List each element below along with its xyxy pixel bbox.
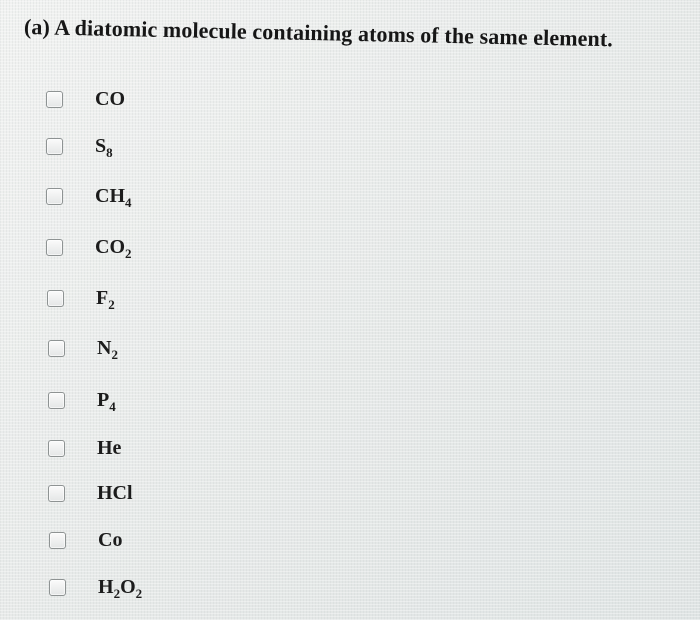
formula-text: CH bbox=[95, 184, 125, 207]
answer-option[interactable] bbox=[46, 131, 113, 161]
answer-option-label bbox=[95, 135, 113, 158]
answer-checkbox[interactable] bbox=[48, 485, 65, 502]
answer-option[interactable] bbox=[49, 525, 122, 555]
answer-checkbox[interactable] bbox=[46, 188, 63, 205]
formula-text: P bbox=[97, 388, 110, 411]
answer-checkbox[interactable] bbox=[47, 290, 64, 307]
answer-option[interactable] bbox=[48, 433, 121, 463]
formula-subscript: 2 bbox=[111, 346, 118, 362]
answer-option[interactable] bbox=[46, 232, 132, 262]
answer-option-label bbox=[98, 576, 142, 599]
formula-text: O bbox=[120, 575, 136, 598]
answer-option-label bbox=[96, 287, 115, 310]
answer-checkbox[interactable] bbox=[46, 91, 63, 108]
answer-option-label bbox=[97, 437, 121, 460]
answer-option[interactable] bbox=[47, 283, 115, 313]
answer-option[interactable] bbox=[48, 333, 118, 363]
formula-text: Co bbox=[98, 528, 123, 551]
answer-checkbox[interactable] bbox=[46, 239, 63, 256]
answer-checkbox[interactable] bbox=[48, 440, 65, 457]
answer-option-label bbox=[97, 482, 133, 505]
formula-text: He bbox=[97, 436, 122, 459]
answer-option-label bbox=[98, 529, 122, 552]
formula-text: H bbox=[98, 575, 114, 598]
answer-option[interactable] bbox=[48, 478, 133, 508]
answer-option-label bbox=[95, 236, 132, 259]
formula-text: N bbox=[97, 336, 112, 359]
answer-checkbox[interactable] bbox=[49, 579, 66, 596]
formula-text: CO bbox=[95, 87, 125, 110]
formula-subscript: 8 bbox=[106, 144, 113, 160]
answer-option-label bbox=[97, 337, 118, 360]
formula-text: F bbox=[96, 286, 109, 309]
formula-subscript: 2 bbox=[135, 585, 143, 601]
answer-option[interactable] bbox=[46, 181, 132, 211]
formula-text: HCl bbox=[97, 481, 133, 504]
answer-option[interactable] bbox=[46, 84, 125, 114]
answer-checkbox[interactable] bbox=[49, 532, 66, 549]
answer-option-label bbox=[95, 185, 132, 208]
answer-option-label bbox=[95, 88, 125, 111]
answer-checkbox[interactable] bbox=[48, 340, 65, 357]
formula-subscript: 2 bbox=[113, 585, 121, 601]
formula-subscript: 2 bbox=[125, 245, 132, 261]
answer-option-label bbox=[97, 389, 116, 412]
answer-checkbox[interactable] bbox=[46, 138, 63, 155]
answer-option[interactable] bbox=[48, 385, 116, 415]
question-text: (a) A diatomic molecule containing atoms of the same element. bbox=[23, 14, 614, 52]
answer-checkbox[interactable] bbox=[48, 392, 65, 409]
formula-text: CO bbox=[95, 235, 125, 258]
formula-subscript: 4 bbox=[109, 398, 116, 414]
formula-text: S bbox=[95, 134, 107, 157]
answer-option[interactable] bbox=[49, 572, 142, 602]
formula-subscript: 4 bbox=[125, 194, 132, 210]
formula-subscript: 2 bbox=[108, 296, 115, 312]
